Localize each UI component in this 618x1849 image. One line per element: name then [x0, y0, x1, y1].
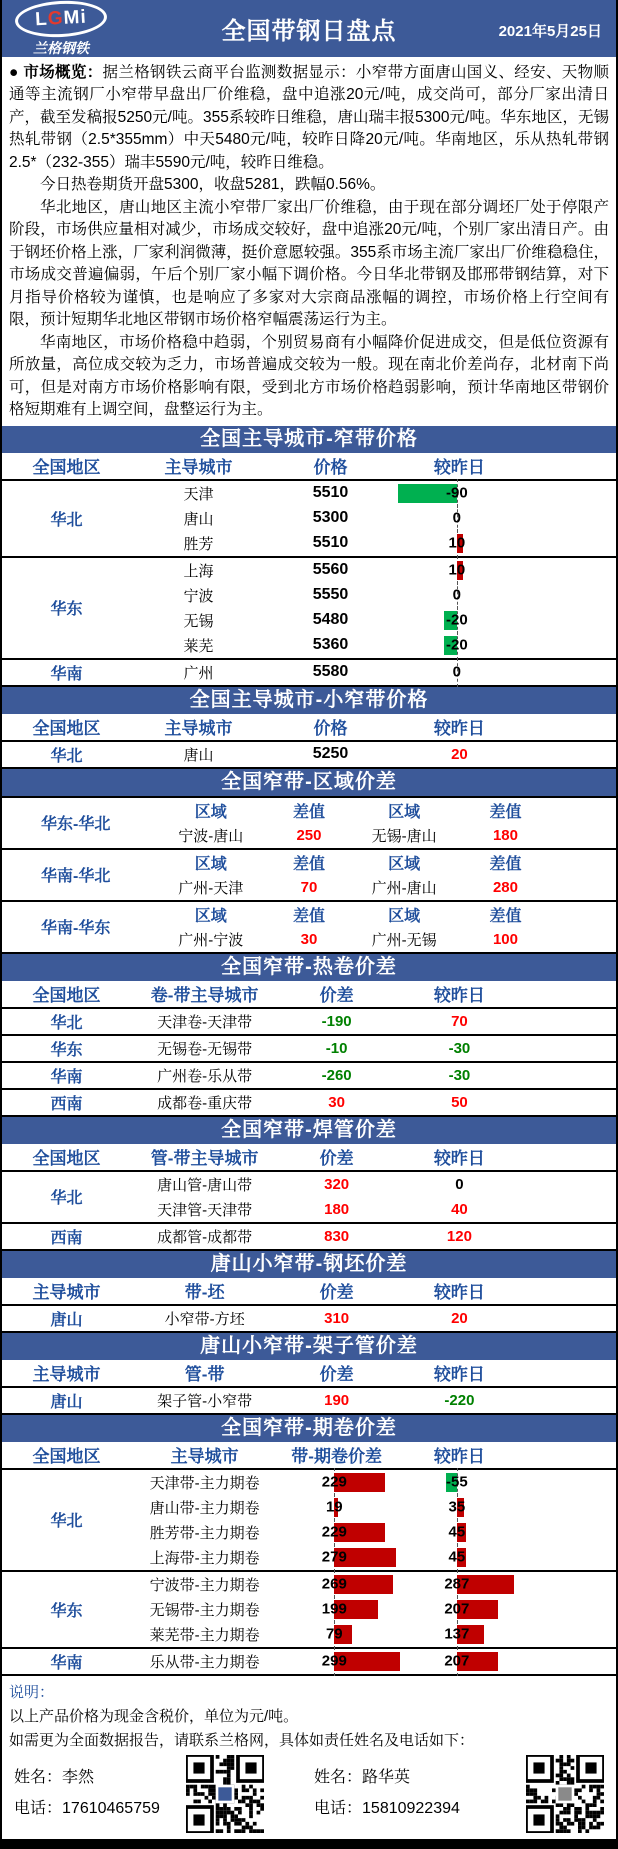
sub-column-header: 区域 — [149, 849, 272, 875]
bar-value: 45 — [448, 1548, 466, 1566]
pair-cities: 宁波-唐山 — [178, 827, 244, 845]
region-label: 西南 — [2, 1089, 131, 1116]
value-cell: 40 — [451, 1200, 468, 1218]
column-header: 全国地区 — [2, 1144, 131, 1171]
overview-paragraph-1 — [9, 62, 609, 174]
pair-cities: 无锡-唐山 — [371, 827, 437, 845]
value-cell: 320 — [278, 1171, 395, 1197]
table-small-narrow-strip-price — [2, 687, 616, 769]
city-cell: 天津卷-天津带 — [131, 1008, 278, 1035]
column-header: 较昨日 — [395, 1278, 524, 1305]
data-bar-cell — [395, 1572, 524, 1597]
column-header: 管-带 — [131, 1360, 278, 1387]
table-futures-coil-spread — [2, 1415, 616, 1676]
change-bar-cell — [395, 557, 524, 583]
city-cell: 成都管-成都带 — [131, 1223, 278, 1250]
empty-cell — [524, 1597, 616, 1622]
spread-value: 280 — [492, 878, 518, 896]
bar-value: 229 — [321, 1523, 347, 1541]
data-bar-cell — [278, 1470, 395, 1495]
bar-value: 229 — [321, 1473, 347, 1491]
column-header: 全国地区 — [2, 714, 131, 741]
sub-column-header: 差值 — [462, 797, 548, 823]
empty-header-cell — [524, 981, 616, 1008]
change-bar-cell — [395, 1571, 524, 1597]
sub-column-header: 差值 — [272, 849, 346, 875]
name-label: 姓名： — [14, 1769, 63, 1787]
region-label: 华北 — [2, 480, 131, 557]
table-scaffold-pipe-spread — [2, 1333, 616, 1415]
price-cell: 5510 — [266, 480, 395, 506]
data-bar-cell — [395, 531, 524, 556]
footer-note — [2, 1676, 616, 1750]
city-cell: 胜芳带-主力期卷 — [149, 1524, 260, 1542]
empty-cell — [524, 608, 616, 633]
empty-cell — [524, 1062, 616, 1089]
bar-value: 279 — [321, 1548, 347, 1566]
empty-cell — [524, 583, 616, 608]
bullet-icon: ● — [9, 64, 19, 81]
data-bar-cell — [278, 1622, 395, 1647]
table-regional-spread — [2, 769, 616, 954]
data-bar-cell — [278, 1495, 395, 1520]
region-label: 华东 — [2, 557, 131, 659]
region-label: 西南 — [2, 1223, 131, 1250]
price-cell: 5510 — [312, 534, 349, 551]
table-title: 全国窄带-区域价差 — [2, 769, 616, 796]
sub-column-header: 区域 — [346, 901, 463, 927]
empty-cell — [524, 1008, 616, 1035]
table-title: 唐山小窄带-架子管价差 — [2, 1333, 616, 1360]
logo-letter: Mi — [63, 6, 88, 29]
empty-cell — [524, 1545, 616, 1571]
data-bar-cell — [395, 1545, 524, 1570]
empty-cell — [524, 480, 616, 506]
bar-value: 45 — [448, 1523, 466, 1541]
phone-label: 电话： — [14, 1799, 63, 1817]
data-table — [2, 1360, 616, 1415]
column-header: 全国地区 — [2, 453, 131, 480]
pair-cities: 广州-天津 — [178, 879, 244, 897]
table-title: 全国窄带-热卷价差 — [2, 954, 616, 981]
city-cell: 唐山 — [183, 510, 214, 528]
city-cell: 上海带-主力期卷 — [149, 1549, 260, 1567]
logo-company-name: 兰格钢铁 — [33, 41, 89, 57]
bar-value: 10 — [448, 561, 466, 579]
region-label: 华南 — [2, 1062, 131, 1089]
column-header: 较昨日 — [395, 1442, 524, 1469]
change-bar-cell — [278, 1648, 395, 1675]
data-bar-cell — [395, 1597, 524, 1622]
column-header: 带-坯 — [131, 1278, 278, 1305]
column-header: 价差 — [278, 1278, 395, 1305]
data-table — [2, 1278, 616, 1333]
city-cell: 天津管-天津带 — [157, 1201, 253, 1219]
report-date: 2021年5月25日 — [498, 23, 602, 40]
value-cell: 20 — [395, 741, 524, 768]
city-cell: 无锡卷-无锡带 — [131, 1035, 278, 1062]
value-cell: 310 — [278, 1305, 395, 1332]
data-bar-cell — [278, 1597, 395, 1622]
change-bar-cell — [395, 506, 524, 531]
note-label: 说明： — [9, 1683, 55, 1701]
bar-value: -20 — [445, 636, 468, 654]
city-cell: 上海 — [131, 557, 266, 583]
data-table — [2, 796, 616, 954]
city-cell: 成都卷-重庆带 — [131, 1089, 278, 1116]
market-overview — [2, 57, 616, 426]
bar-value: -20 — [445, 611, 468, 629]
change-bar-cell — [395, 1622, 524, 1648]
region-label: 华南-华东 — [2, 901, 149, 953]
city-cell: 乐从带-主力期卷 — [131, 1648, 278, 1675]
table-title: 全国主导城市-窄带价格 — [2, 426, 616, 453]
region-label: 华北 — [2, 741, 131, 768]
column-header: 主导城市 — [131, 714, 266, 741]
data-table — [2, 453, 616, 687]
empty-header-cell — [524, 1278, 616, 1305]
empty-header-cell — [524, 1442, 616, 1469]
table-title: 全国主导城市-小窄带价格 — [2, 687, 616, 714]
empty-cell — [548, 797, 616, 823]
empty-cell — [548, 901, 616, 927]
empty-cell — [548, 849, 616, 875]
column-header: 较昨日 — [395, 714, 524, 741]
table-title: 全国窄带-期卷价差 — [2, 1415, 616, 1442]
column-header: 主导城市 — [131, 453, 266, 480]
sub-column-header: 差值 — [462, 849, 548, 875]
empty-cell — [524, 1495, 616, 1520]
data-table — [2, 714, 616, 769]
column-header: 带-期卷价差 — [278, 1442, 395, 1469]
logo-letter: G — [47, 7, 65, 30]
city-cell: 无锡 — [183, 612, 214, 630]
city-cell: 唐山带-主力期卷 — [149, 1499, 260, 1517]
city-cell: 广州卷-乐从带 — [131, 1062, 278, 1089]
empty-cell — [524, 741, 616, 768]
empty-cell — [524, 1089, 616, 1116]
contact-section — [2, 1753, 616, 1839]
contact-phone — [314, 1794, 460, 1824]
city-cell: 唐山管-唐山带 — [131, 1171, 278, 1197]
price-cell: 5580 — [266, 659, 395, 686]
column-header: 全国地区 — [2, 1442, 131, 1469]
spread-value: 100 — [492, 930, 518, 948]
value-cell: 190 — [278, 1387, 395, 1414]
empty-cell — [548, 875, 616, 901]
sub-column-header: 区域 — [346, 797, 463, 823]
column-header: 价差 — [278, 1144, 395, 1171]
empty-cell — [524, 531, 616, 557]
data-bar-cell — [395, 481, 524, 506]
city-cell: 小窄带-方坯 — [131, 1305, 278, 1332]
empty-header-cell — [524, 1144, 616, 1171]
data-bar-cell — [395, 660, 524, 685]
price-cell: 5480 — [312, 611, 349, 628]
empty-cell — [548, 927, 616, 953]
change-bar-cell — [395, 480, 524, 506]
value-cell: -10 — [278, 1035, 395, 1062]
city-cell: 天津 — [131, 480, 266, 506]
change-bar-cell — [278, 1622, 395, 1648]
logo-letter: L — [34, 8, 49, 31]
bar-value: 35 — [448, 1498, 466, 1516]
region-label: 华北 — [2, 1469, 131, 1571]
bar-value: 287 — [444, 1575, 470, 1593]
change-bar-cell — [278, 1469, 395, 1495]
empty-cell — [524, 506, 616, 531]
bar-value: 79 — [325, 1625, 343, 1643]
empty-cell — [524, 633, 616, 659]
price-cell: 5300 — [312, 509, 349, 526]
data-table — [2, 1442, 616, 1676]
price-cell: 5550 — [312, 586, 349, 603]
value-cell: 830 — [278, 1223, 395, 1250]
data-bar-cell — [395, 1649, 524, 1674]
value-cell: -260 — [278, 1062, 395, 1089]
empty-cell — [524, 659, 616, 686]
overview-paragraph-2: 今日热卷期货开盘5300，收盘5281，跌幅0.56%。 — [40, 176, 386, 194]
region-label: 华东 — [2, 1035, 131, 1062]
region-label: 华南 — [2, 1648, 131, 1675]
value-cell: -190 — [278, 1008, 395, 1035]
region-label: 华东-华北 — [2, 797, 149, 849]
overview-text: 据兰格钢铁云商平台监测数据显示：小窄带方面唐山国义、经安、天物顺通等主流钢厂小窄带早盘出厂价维稳，盘中追涨20元/吨，成交尚可，部分厂家出清日产，截至发稿报5250元/吨。355系较昨日维稳，唐山瑞丰报5300元/吨。华东地区，无锡热轧带钢（2.5*355mm）中天5480元/吨，较昨日降20元/吨。华南地区，乐从热轧带钢2.5*（232-355）瑞丰5590元/吨，较昨日维稳。 — [9, 64, 609, 171]
change-bar-cell — [395, 1469, 524, 1495]
value-cell: 30 — [278, 1089, 395, 1116]
value-cell: 70 — [395, 1008, 524, 1035]
value-cell: 50 — [395, 1089, 524, 1116]
column-header: 价格 — [266, 453, 395, 480]
data-table — [2, 1144, 616, 1251]
city-cell: 唐山 — [131, 741, 266, 768]
region-label: 华南-华北 — [2, 849, 149, 901]
empty-cell — [524, 1197, 616, 1223]
region-label: 华北 — [2, 1008, 131, 1035]
bottom-black-bar — [2, 1839, 616, 1849]
data-bar-cell — [278, 1649, 395, 1674]
change-bar-cell — [395, 633, 524, 659]
price-cell: 5360 — [312, 636, 349, 653]
pair-cities: 广州-无锡 — [371, 931, 437, 949]
contact-name — [314, 1763, 460, 1793]
phone-label: 电话： — [314, 1799, 363, 1817]
bar-value: 19 — [325, 1498, 343, 1516]
column-header: 价格 — [266, 714, 395, 741]
city-cell: 莱芜带-主力期卷 — [149, 1626, 260, 1644]
report-header — [2, 0, 616, 57]
empty-header-cell — [524, 714, 616, 741]
bar-value: 0 — [452, 509, 461, 527]
bar-value: 137 — [444, 1625, 470, 1643]
column-header: 较昨日 — [395, 981, 524, 1008]
name-value: 李然 — [62, 1769, 95, 1787]
value-cell: 20 — [395, 1305, 524, 1332]
empty-header-cell — [524, 1360, 616, 1387]
phone-value: 17610465759 — [62, 1799, 160, 1817]
city-cell: 架子管-小窄带 — [131, 1387, 278, 1414]
column-header: 管-带主导城市 — [131, 1144, 278, 1171]
contact-phone — [14, 1794, 160, 1824]
empty-cell — [524, 1305, 616, 1332]
price-cell: 5250 — [266, 741, 395, 768]
phone-value: 15810922394 — [362, 1799, 460, 1817]
empty-cell — [524, 1469, 616, 1495]
data-bar-cell — [278, 1572, 395, 1597]
data-bar-cell — [395, 558, 524, 583]
city-cell: 胜芳 — [183, 535, 214, 553]
data-bar-cell — [395, 1520, 524, 1545]
change-bar-cell — [278, 1571, 395, 1597]
column-header: 全国地区 — [2, 981, 131, 1008]
bar-value: 10 — [448, 534, 466, 552]
column-header: 较昨日 — [395, 1360, 524, 1387]
sub-column-header: 差值 — [462, 901, 548, 927]
city-cell: 天津带-主力期卷 — [131, 1469, 278, 1495]
change-bar-cell — [395, 1648, 524, 1675]
spread-value: 180 — [492, 826, 518, 844]
table-billet-spread — [2, 1251, 616, 1333]
price-tables — [2, 426, 616, 1676]
empty-cell — [524, 1223, 616, 1250]
note-line-2: 如需更为全面数据报告，请联系兰格网，具体如责任姓名及电话如下： — [9, 1731, 475, 1749]
region-label: 华北 — [2, 1171, 131, 1223]
data-bar-cell — [395, 633, 524, 658]
table-title: 唐山小窄带-钢坯价差 — [2, 1251, 616, 1278]
change-bar-cell — [278, 1597, 395, 1622]
data-bar-cell — [395, 506, 524, 531]
empty-cell — [524, 1387, 616, 1414]
column-header: 较昨日 — [395, 453, 524, 480]
bar-value: 299 — [321, 1652, 347, 1670]
sub-column-header: 区域 — [149, 901, 272, 927]
change-bar-cell — [395, 583, 524, 608]
bar-value: 269 — [321, 1575, 347, 1593]
sub-column-header: 差值 — [272, 797, 346, 823]
table-hot-coil-spread — [2, 954, 616, 1117]
column-header: 主导城市 — [2, 1360, 131, 1387]
column-header: 价差 — [278, 1360, 395, 1387]
column-header: 主导城市 — [131, 1442, 278, 1469]
data-bar-cell — [395, 1495, 524, 1520]
change-bar-cell — [395, 1520, 524, 1545]
region-label: 唐山 — [2, 1305, 131, 1332]
overview-paragraph-4: 华南地区，市场价格稳中趋弱，个别贸易商有小幅降价促进成交，但是低位资源有所放量，高位成交较为乏力，市场普遍成交较为一般。现在南北价差尚存，北材南下尚可，但是对南方市场价格影响有限，受到北方市场价格趋弱影响，预计华南地区带钢价格短期难有上调空间，盘整运行为主。 — [9, 333, 609, 419]
column-header: 主导城市 — [2, 1278, 131, 1305]
data-bar-cell — [395, 1622, 524, 1647]
data-bar-cell — [278, 1545, 395, 1570]
price-cell: 5560 — [266, 557, 395, 583]
bar-value: 199 — [321, 1600, 347, 1618]
value-cell: -30 — [395, 1035, 524, 1062]
name-label: 姓名： — [314, 1769, 363, 1787]
data-bar-cell — [395, 1470, 524, 1495]
report-title: 全国带钢日盘点 — [221, 18, 397, 45]
sub-column-header: 区域 — [149, 797, 272, 823]
bar-value: -90 — [445, 484, 468, 502]
change-bar-cell — [278, 1495, 395, 1520]
change-bar-cell — [278, 1520, 395, 1545]
spread-value: 70 — [300, 878, 318, 896]
bar-value: 0 — [452, 586, 461, 604]
empty-cell — [524, 1622, 616, 1648]
overview-paragraph-3: 华北地区，唐山地区主流小窄带厂家出厂价维稳，由于现在部分调坯厂处于停限产阶段，市场供应量相对减少，市场成交较好，盘中追涨20元/吨，个别厂家出清日产。由于钢坯价格上涨，厂家利润微薄，挺价意愿较强。355系市场主流厂家出厂价维稳稳住，市场成交普遍偏弱，午后个别厂家小幅下调价格。今日华北带钢及邯邢带钢结算，对下月指导价格较为谨慎，也是响应了多家对大宗商品涨幅的调控，市场价格上行空间有限，预计短期华北地区带钢市场价格窄幅震荡运行为主。 — [9, 198, 609, 329]
data-bar-cell — [278, 1520, 395, 1545]
bar-value: 207 — [444, 1652, 470, 1670]
empty-cell — [524, 1171, 616, 1197]
change-bar-cell — [395, 1545, 524, 1571]
value-cell: 0 — [395, 1171, 524, 1197]
table-narrow-strip-price — [2, 426, 616, 687]
city-cell: 无锡带-主力期卷 — [149, 1601, 260, 1619]
note-line-1: 以上产品价格为现金含税价，单位为元/吨。 — [9, 1707, 299, 1725]
data-bar-cell — [395, 608, 524, 633]
pair-cities: 广州-宁波 — [178, 931, 244, 949]
change-bar-cell — [395, 531, 524, 557]
spread-value: 30 — [300, 930, 318, 948]
change-bar-cell — [395, 1495, 524, 1520]
empty-cell — [548, 823, 616, 849]
column-header: 卷-带主导城市 — [131, 981, 278, 1008]
empty-cell — [524, 1035, 616, 1062]
city-cell: 宁波 — [183, 587, 214, 605]
table-title: 全国窄带-焊管价差 — [2, 1117, 616, 1144]
spread-value: 250 — [296, 826, 322, 844]
empty-header-cell — [524, 453, 616, 480]
value-cell: -220 — [395, 1387, 524, 1414]
column-header: 较昨日 — [395, 1144, 524, 1171]
change-bar-cell — [395, 659, 524, 686]
empty-cell — [524, 1648, 616, 1675]
column-header: 价差 — [278, 981, 395, 1008]
city-cell: 广州 — [131, 659, 266, 686]
data-table — [2, 981, 616, 1117]
region-label: 华东 — [2, 1571, 131, 1648]
overview-label: 市场概览： — [23, 64, 103, 81]
city-cell: 宁波带-主力期卷 — [131, 1571, 278, 1597]
pair-cities: 广州-唐山 — [371, 879, 437, 897]
table-welded-pipe-spread — [2, 1117, 616, 1251]
change-bar-cell — [278, 1545, 395, 1571]
name-value: 路华英 — [362, 1769, 411, 1787]
value-cell: -30 — [395, 1062, 524, 1089]
region-label: 华南 — [2, 659, 131, 686]
contact-name — [14, 1763, 160, 1793]
empty-cell — [524, 1571, 616, 1597]
sub-column-header: 差值 — [272, 901, 346, 927]
empty-cell — [524, 1520, 616, 1545]
bar-value: -55 — [445, 1473, 468, 1491]
sub-column-header: 区域 — [346, 849, 463, 875]
data-bar-cell — [395, 583, 524, 608]
bar-value: 207 — [444, 1600, 470, 1618]
region-label: 唐山 — [2, 1387, 131, 1414]
empty-cell — [524, 557, 616, 583]
bar-value: 0 — [452, 663, 461, 681]
value-cell: 120 — [395, 1223, 524, 1250]
city-cell: 莱芜 — [183, 637, 214, 655]
change-bar-cell — [395, 1597, 524, 1622]
value-cell: 180 — [324, 1200, 350, 1218]
change-bar-cell — [395, 608, 524, 633]
